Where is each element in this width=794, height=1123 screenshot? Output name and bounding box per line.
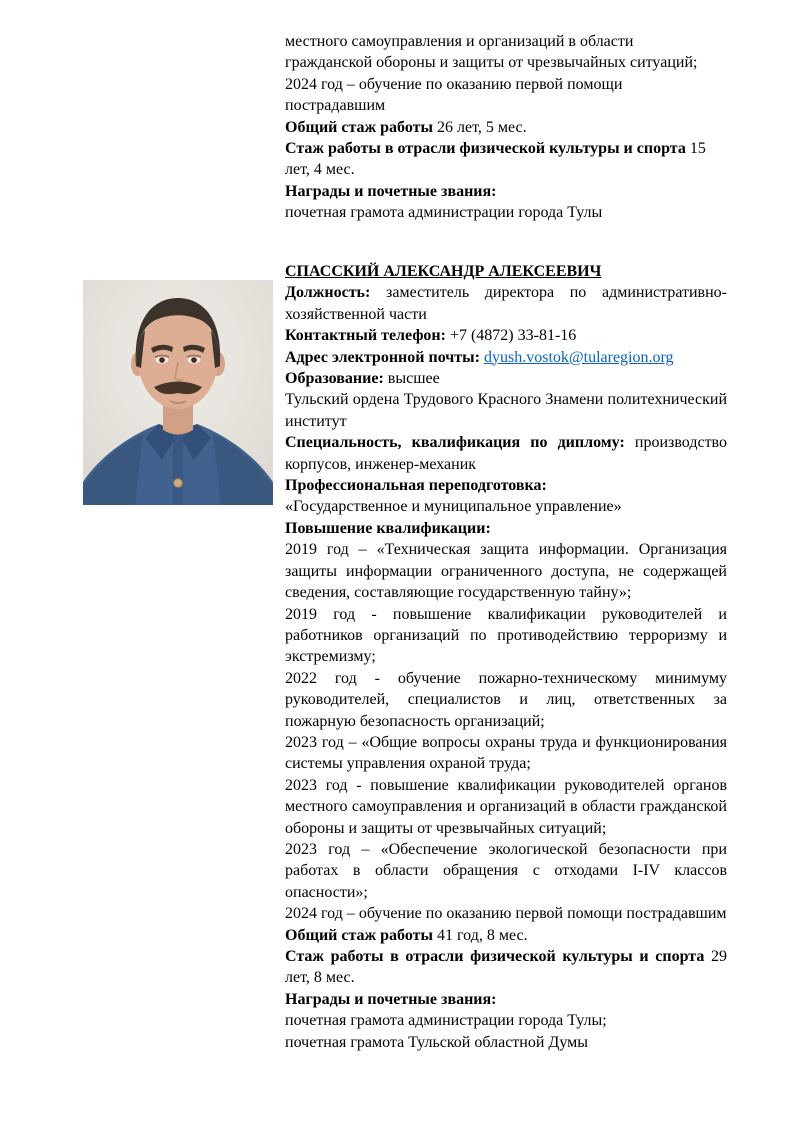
profile-details <box>285 261 727 1053</box>
employee-profile-section <box>83 261 729 1053</box>
photo-column <box>83 261 273 505</box>
award-item: почетная грамота администрации города Тулы <box>285 204 603 222</box>
training-item: 2023 год - повышение квалификации руководителей органов местного самоуправления и организаций в области гражданской обороны и защиты от чрезвычайных ситуаций; <box>285 776 727 837</box>
industry-experience-value: 15 лет, 4 мес. <box>285 140 706 179</box>
email-link[interactable]: dyush.vostok@tularegion.org <box>483 348 674 366</box>
total-experience-value: 26 лет, 5 мес. <box>436 118 527 136</box>
portrait-photo <box>83 280 273 505</box>
training-heading: Повышение квалификации: <box>285 519 491 537</box>
previous-entry-continuation <box>285 31 727 224</box>
position-value: заместитель директора по административно-хозяйственной части <box>285 284 728 323</box>
phone-value: +7 (4872) 33-81-16 <box>449 327 577 345</box>
continuation-line: пострадавшим <box>285 97 386 115</box>
specialty-value: производство корпусов, инженер-механик <box>285 434 727 473</box>
industry-experience-value: 29 лет, 8 мес. <box>285 948 728 987</box>
education-label: Образование: <box>285 370 384 388</box>
specialty-row <box>285 432 727 475</box>
total-experience-label: Общий стаж работы <box>285 926 433 944</box>
education-institution: Тульский ордена Трудового Красного Знамени политехнический институт <box>285 391 727 430</box>
position-row <box>285 282 727 325</box>
phone-label: Контактный телефон: <box>285 327 446 345</box>
phone-row <box>285 325 727 346</box>
training-item: 2022 год - обучение пожарно-техническому минимуму руководителей, специалистов и лиц, ответственных за пожарную безопасность организаций; <box>285 669 727 730</box>
training-item: 2019 год – «Техническая защита информации. Организация защиты информации ограниченного доступа, не содержащей сведения, составляющие государственную тайну»; <box>285 541 727 602</box>
industry-experience-label: Стаж работы в отрасли физической культуры и спорта <box>285 140 686 158</box>
education-value: высшее <box>387 370 440 388</box>
industry-experience-row <box>285 946 727 989</box>
training-item: 2019 год - повышение квалификации руководителей и работников организаций по противодействию терроризму и экстремизму; <box>285 605 727 666</box>
email-label: Адрес электронной почты: <box>285 348 480 366</box>
training-item: 2023 год – «Обеспечение экологической безопасности при работах в области обращения с отходами I-IV классов опасности»; <box>285 840 727 901</box>
retraining-value: «Государственное и муниципальное управление» <box>285 498 622 516</box>
education-row <box>285 368 727 389</box>
industry-experience-row <box>285 138 727 181</box>
continuation-line: гражданской обороны и защиты от чрезвычайных ситуаций; <box>285 54 698 72</box>
position-label: Должность: <box>285 284 371 302</box>
industry-experience-label: Стаж работы в отрасли физической культуры и спорта <box>285 948 705 965</box>
continuation-line: местного самоуправления и организаций в области <box>285 33 634 50</box>
awards-heading: Награды и почетные звания: <box>285 990 497 1008</box>
employee-name: СПАССКИЙ АЛЕКСАНДР АЛЕКСЕЕВИЧ <box>285 263 602 280</box>
continuation-line: 2024 год – обучение по оказанию первой помощи <box>285 75 623 93</box>
retraining-heading: Профессиональная переподготовка: <box>285 477 547 495</box>
training-item: 2023 год – «Общие вопросы охраны труда и функционирования системы управления охраной труда; <box>285 733 727 773</box>
email-row <box>285 347 727 368</box>
training-item: 2024 год – обучение по оказанию первой помощи пострадавшим <box>285 905 727 923</box>
total-experience-label: Общий стаж работы <box>285 118 433 136</box>
total-experience-value: 41 год, 8 мес. <box>436 926 528 944</box>
award-item: почетная грамота администрации города Тулы; <box>285 1012 607 1030</box>
awards-heading: Награды и почетные звания: <box>285 182 497 200</box>
total-experience-row <box>285 925 727 946</box>
award-item: почетная грамота Тульской областной Думы <box>285 1033 588 1051</box>
specialty-label: Специальность, квалификация по диплому: <box>285 434 625 452</box>
total-experience-row <box>285 117 727 138</box>
